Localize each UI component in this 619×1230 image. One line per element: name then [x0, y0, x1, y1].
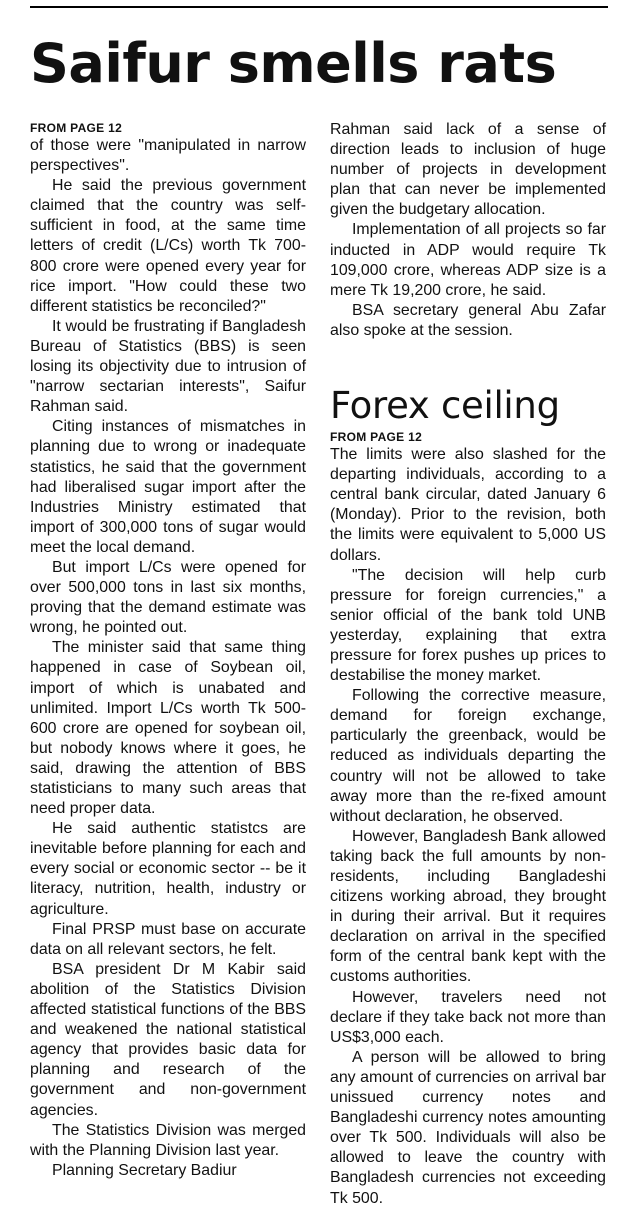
paragraph: Rahman said lack of a sense of direction leads to inclusion of huge number of projects in development plan that can never be implemented given the budgetary allocation. — [330, 121, 606, 219]
paragraph: However, Bangladesh Bank allowed taking back the full amounts by non-residents, including Bangladeshi citizens working abroad, they brought in during their arrival. But it requires declaration on arrival in the specified form of the central bank kept with the customs authorities. — [330, 827, 606, 986]
paragraph: The minister said that same thing happened in case of Soybean oil, import of which is unabated and unlimited. Import L/Cs worth Tk 500-600 crore are opened for soybean oil, but nobody knows where it goes, he said, drawing the attention of BBS statisticians to many such areas that need proper data. — [30, 639, 306, 818]
kicker-from-page: FROM PAGE 12 — [330, 430, 423, 445]
headline-forex: Forex ceiling — [330, 384, 560, 428]
paragraph: The Statistics Division was merged with the Planning Division last year. — [30, 1121, 306, 1159]
paragraph: He said the previous government claimed that the country was self-sufficient in food, at the same time letters of credit (L/Cs) worth Tk 700-800 crore were opened every year for rice import. "How could these two different statistics be reconciled?" — [30, 177, 306, 315]
paragraph: Planning Secretary Badiur — [52, 1161, 237, 1179]
paragraph: "The decision will help curb pressure for foreign currencies," a senior official of the bank told UNB yesterday, explaining that extra pressure for forex pushes up prices to destabilise the money market. — [330, 566, 606, 685]
paragraph: It would be frustrating if Bangladesh Bureau of Statistics (BBS) is seen losing its objectivity due to intrusion of "narrow sectarian interests", Saifur Rahman said. — [30, 317, 306, 416]
paragraph: Final PRSP must base on accurate data on all relevant sectors, he felt. — [30, 920, 306, 958]
paragraph: A person will be allowed to bring any amount of currencies on arrival bar unissued currency notes and Bangladeshi currency notes amounting over Tk 500. Individuals will also be allowed to leave the country with Bangladesh currencies not exceeding Tk 500. — [330, 1048, 606, 1207]
column-right — [330, 120, 606, 1209]
paragraph: BSA president Dr M Kabir said abolition of the Statistics Division affected statistical functions of the BBS and weakened the national statistical agency that provides basic data for planning and research of the government and non-government agencies. — [30, 960, 306, 1119]
paragraph: Citing instances of mismatches in planning due to wrong or inadequate statistics, he said that the government had liberalised sugar import after the Industries Ministry estimated that import of 300,000 tons of sugar would meet the local demand. — [30, 418, 306, 556]
column-left — [30, 120, 306, 1181]
kicker-from-page: FROM PAGE 12 — [30, 121, 123, 135]
headline-saifur: Saifur smells rats — [30, 32, 557, 95]
paragraph: But import L/Cs were opened for over 500,000 tons in last six months, proving that the demand estimate was wrong, he pointed out. — [30, 558, 306, 637]
paragraph: He said authentic statistcs are inevitable before planning for each and every social or economic sector -- be it literacy, nutrition, health, industry or agriculture. — [30, 820, 306, 918]
paragraph: However, travelers need not declare if they take back not more than US$3,000 each. — [330, 988, 606, 1046]
paragraph: BSA secretary general Abu Zafar also spoke at the session. — [330, 301, 606, 339]
paragraph: of those were "manipulated in narrow perspectives". — [30, 137, 306, 175]
paragraph: Following the corrective measure, demand for foreign exchange, particularly the greenback, would be reduced as individuals departing the country will not be allowed to take away more than the re-fixed amount without declaration, he observed. — [330, 687, 606, 825]
top-rule — [30, 6, 608, 8]
paragraph: The limits were also slashed for the departing individuals, according to a central bank circular, dated January 6 (Monday). Prior to the revision, both the limits were equivalent to 5,000 US dollars. — [330, 446, 606, 564]
paragraph: Implementation of all projects so far inducted in ADP would require Tk 109,000 crore, whereas ADP size is a mere Tk 19,200 crore, he said. — [330, 221, 606, 299]
